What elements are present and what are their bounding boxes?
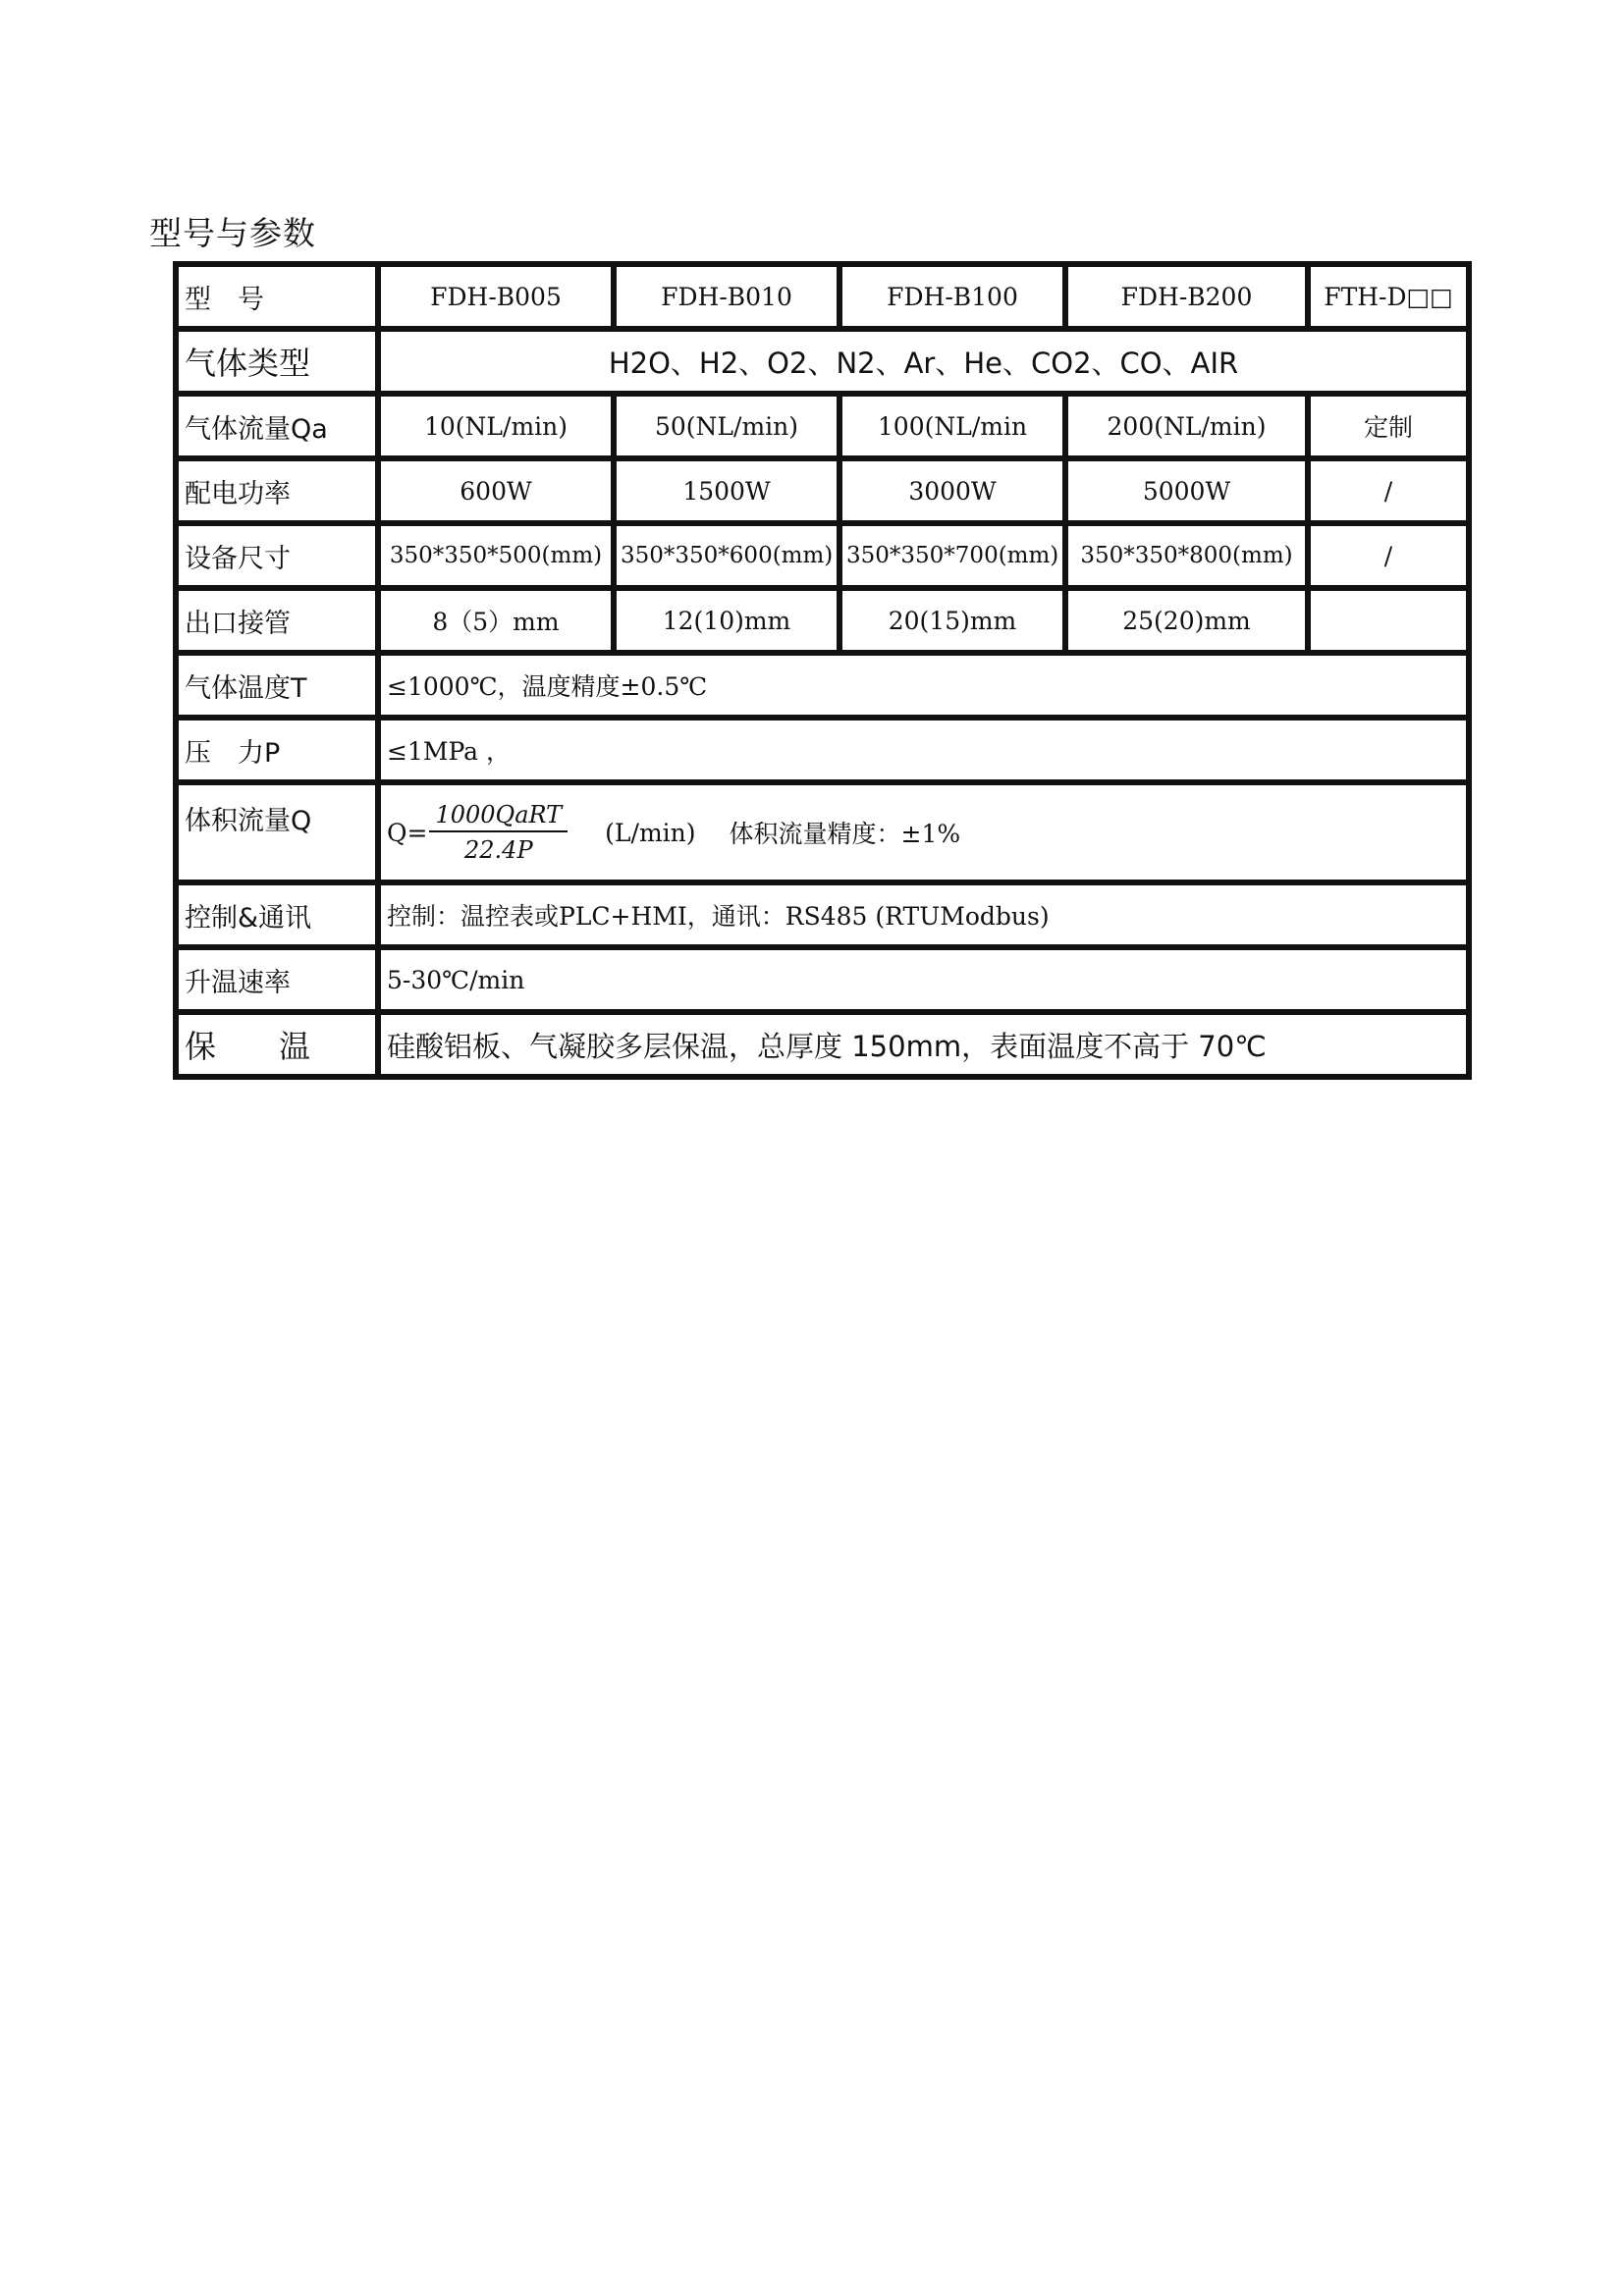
power-cell: / (1308, 458, 1469, 523)
model-cell: FDH-B100 (839, 264, 1065, 329)
table-row-outlet (176, 588, 1469, 653)
row-label-size: 设备尺寸 (176, 523, 378, 588)
outlet-cell: 8（5）mm (378, 588, 614, 653)
heating-rate-value: 5-30℃/min (378, 947, 1469, 1012)
row-label-pressure: 压 力P (176, 718, 378, 782)
row-label-gas-temp: 气体温度T (176, 653, 378, 718)
size-cell: 350*350*800(mm) (1065, 523, 1308, 588)
page-title: 型号与参数 (149, 214, 316, 252)
row-label-control: 控制&通讯 (176, 882, 378, 947)
table-row-gas-flow (176, 394, 1469, 458)
formula-fraction (429, 801, 568, 864)
volume-flow-formula (387, 801, 960, 864)
row-label-gas-flow: 气体流量Qa (176, 394, 378, 458)
size-cell: 350*350*500(mm) (378, 523, 614, 588)
table-row-gas-type (176, 329, 1469, 394)
size-cell: 350*350*700(mm) (839, 523, 1065, 588)
gas-temp-value: ≤1000℃，温度精度±0.5℃ (378, 653, 1469, 718)
power-cell: 3000W (839, 458, 1065, 523)
gas-type-value: H2O、H2、O2、N2、Ar、He、CO2、CO、AIR (378, 329, 1469, 394)
table-row-volume-flow (176, 782, 1469, 882)
power-cell: 600W (378, 458, 614, 523)
outlet-cell: 25(20)mm (1065, 588, 1308, 653)
volume-flow-value (378, 782, 1469, 882)
model-cell: FDH-B010 (614, 264, 839, 329)
row-label-models: 型 号 (176, 264, 378, 329)
formula-numerator: 1000QaRT (429, 801, 568, 832)
size-cell: 350*350*600(mm) (614, 523, 839, 588)
formula-prefix: Q= (387, 818, 428, 847)
row-label-outlet: 出口接管 (176, 588, 378, 653)
control-value: 控制：温控表或PLC+HMI，通讯：RS485 (RTUModbus) (378, 882, 1469, 947)
size-cell: / (1308, 523, 1469, 588)
outlet-cell: 12(10)mm (614, 588, 839, 653)
row-label-volume-flow: 体积流量Q (176, 782, 378, 882)
model-cell: FDH-B005 (378, 264, 614, 329)
gas-flow-cell: 200(NL/min) (1065, 394, 1308, 458)
table-row-pressure (176, 718, 1469, 782)
table-row-heating-rate (176, 947, 1469, 1012)
row-label-power: 配电功率 (176, 458, 378, 523)
gas-flow-cell: 定制 (1308, 394, 1469, 458)
pressure-value: ≤1MPa ， (378, 718, 1469, 782)
table-row-power (176, 458, 1469, 523)
model-cell: FTH-D□□ (1308, 264, 1469, 329)
outlet-cell (1308, 588, 1469, 653)
gas-flow-cell: 50(NL/min) (614, 394, 839, 458)
volume-flow-accuracy: 体积流量精度：±1% (729, 820, 961, 848)
power-cell: 5000W (1065, 458, 1308, 523)
outlet-cell: 20(15)mm (839, 588, 1065, 653)
table-row-size (176, 523, 1469, 588)
row-label-gas-type: 气体类型 (176, 329, 378, 394)
formula-unit: (L/min) (605, 818, 696, 847)
row-label-insulation: 保 温 (176, 1012, 378, 1077)
model-cell: FDH-B200 (1065, 264, 1308, 329)
insulation-value: 硅酸铝板、气凝胶多层保温，总厚度 150mm，表面温度不高于 70℃ (378, 1012, 1469, 1077)
table-row-models (176, 264, 1469, 329)
spec-table (173, 261, 1472, 1080)
power-cell: 1500W (614, 458, 839, 523)
row-label-heating-rate: 升温速率 (176, 947, 378, 1012)
table-row-gas-temp (176, 653, 1469, 718)
formula-denominator: 22.4P (464, 836, 533, 864)
gas-flow-cell: 10(NL/min) (378, 394, 614, 458)
gas-flow-cell: 100(NL/min (839, 394, 1065, 458)
table-row-insulation (176, 1012, 1469, 1077)
table-row-control (176, 882, 1469, 947)
